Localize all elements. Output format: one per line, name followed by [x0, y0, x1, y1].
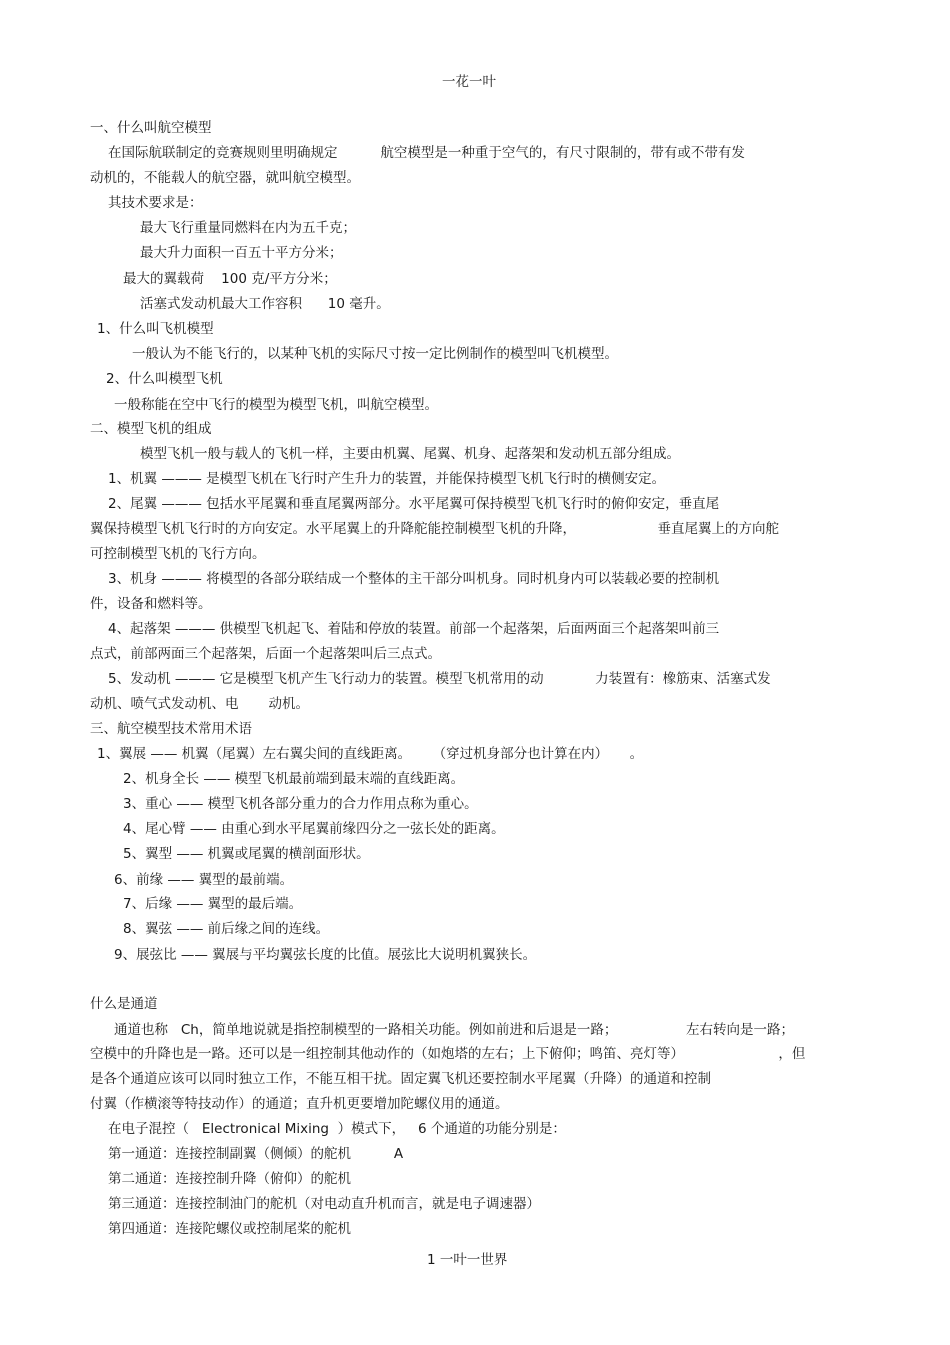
paragraph-line: 动机、喷气式发动机、电 动机。 — [90, 696, 310, 712]
paragraph-line: 在国际航联制定的竞赛规则里明确规定 航空模型是一种重于空气的，有尺寸限制的，带有或不带有发 — [108, 145, 745, 161]
paragraph-line: 活塞式发动机最大工作容积 10 毫升。 — [140, 296, 390, 312]
term-line: 6、前缘 —— 翼型的最前端。 — [114, 872, 294, 888]
paragraph-line: 一般认为不能飞行的，以某种飞机的实际尺寸按一定比例制作的模型叫飞机模型。 — [132, 346, 618, 362]
section-heading: 三、航空模型技术常用术语 — [90, 721, 252, 737]
paragraph-line: 5、发动机 ——— 它是模型飞机产生飞行动力的装置。模型飞机常用的动 力装置有：橡筋束、活塞式发 — [108, 671, 771, 687]
paragraph-line: 一般称能在空中飞行的模型为模型飞机，叫航空模型。 — [114, 397, 438, 413]
paragraph-line: 最大升力面积一百五十平方分米； — [140, 245, 343, 261]
paragraph-line: 通道也称 Ch，简单地说就是指控制模型的一路相关功能。例如前进和后退是一路； 左右转向是一路； — [114, 1022, 795, 1038]
paragraph-line: 其技术要求是： — [108, 195, 203, 211]
section-heading: 什么是通道 — [90, 996, 158, 1012]
term-line: 1、翼展 —— 机翼（尾翼）左右翼尖间的直线距离。 （穿过机身部分也计算在内） 。 — [97, 746, 644, 762]
section-heading: 二、模型飞机的组成 — [90, 421, 212, 437]
subheading: 1、什么叫飞机模型 — [97, 321, 214, 337]
term-line: 8、翼弦 —— 前后缘之间的连线。 — [123, 921, 330, 937]
paragraph-line: 最大飞行重量同燃料在内为五千克； — [140, 220, 356, 236]
paragraph-line: 可控制模型飞机的飞行方向。 — [90, 546, 266, 562]
paragraph-line: 翼保持模型飞机飞行时的方向安定。水平尾翼上的升降舵能控制模型飞机的升降， 垂直尾翼上的方向舵 — [90, 521, 780, 537]
subheading: 2、什么叫模型飞机 — [106, 371, 223, 387]
channel-line: 第四通道：连接陀螺仪或控制尾桨的舵机 — [108, 1221, 351, 1237]
paragraph-line: 是各个通道应该可以同时独立工作，不能互相干扰。固定翼飞机还要控制水平尾翼（升降）的通道和控制 — [90, 1071, 711, 1087]
paragraph-line: 4、起落架 ——— 供模型飞机起飞、着陆和停放的装置。前部一个起落架，后面两面三个起落架叫前三 — [108, 621, 720, 637]
paragraph-line: 件，设备和燃料等。 — [90, 596, 212, 612]
paragraph-line: 最大的翼载荷 100 克/平方分米； — [123, 271, 337, 287]
page-footer: 1 一叶一世界 — [427, 1252, 508, 1268]
term-line: 3、重心 —— 模型飞机各部分重力的合力作用点称为重心。 — [123, 796, 478, 812]
paragraph-line: 3、机身 ——— 将模型的各部分联结成一个整体的主干部分叫机身。同时机身内可以装载必要的控制机 — [108, 571, 720, 587]
channel-line: 第一通道：连接控制副翼（侧倾）的舵机 A — [108, 1146, 404, 1162]
paragraph-line: 2、尾翼 ——— 包括水平尾翼和垂直尾翼两部分。水平尾翼可保持模型飞机飞行时的俯仰安定，垂直尾 — [108, 496, 720, 512]
term-line: 9、展弦比 —— 翼展与平均翼弦长度的比值。展弦比大说明机翼狭长。 — [114, 947, 537, 963]
channel-line: 第三通道：连接控制油门的舵机（对电动直升机而言，就是电子调速器） — [108, 1196, 540, 1212]
paragraph-line: 点式，前部两面三个起落架，后面一个起落架叫后三点式。 — [90, 646, 441, 662]
page-header: 一花一叶 — [442, 74, 496, 90]
channel-line: 第二通道：连接控制升降（俯仰）的舵机 — [108, 1171, 351, 1187]
section-heading: 一、什么叫航空模型 — [90, 120, 212, 136]
paragraph-line: 1、机翼 ——— 是模型飞机在飞行时产生升力的装置，并能保持模型飞机飞行时的横侧安定。 — [108, 471, 666, 487]
paragraph-line: 在电子混控（ Electronical Mixing ）模式下， 6 个通道的功能分别是： — [108, 1121, 566, 1137]
paragraph-line: 付翼（作横滚等特技动作）的通道；直升机更要增加陀螺仪用的通道。 — [90, 1096, 509, 1112]
paragraph-line: 空模中的升降也是一路。还可以是一组控制其他动作的（如炮塔的左右；上下俯仰；鸣笛、亮灯等） ，但 — [90, 1046, 806, 1062]
paragraph-line: 动机的，不能载人的航空器，就叫航空模型。 — [90, 170, 360, 186]
paragraph-line: 模型飞机一般与载人的飞机一样，主要由机翼、尾翼、机身、起落架和发动机五部分组成。 — [140, 446, 680, 462]
term-line: 5、翼型 —— 机翼或尾翼的横剖面形状。 — [123, 846, 370, 862]
term-line: 7、后缘 —— 翼型的最后端。 — [123, 896, 303, 912]
term-line: 2、机身全长 —— 模型飞机最前端到最末端的直线距离。 — [123, 771, 465, 787]
term-line: 4、尾心臂 —— 由重心到水平尾翼前缘四分之一弦长处的距离。 — [123, 821, 505, 837]
